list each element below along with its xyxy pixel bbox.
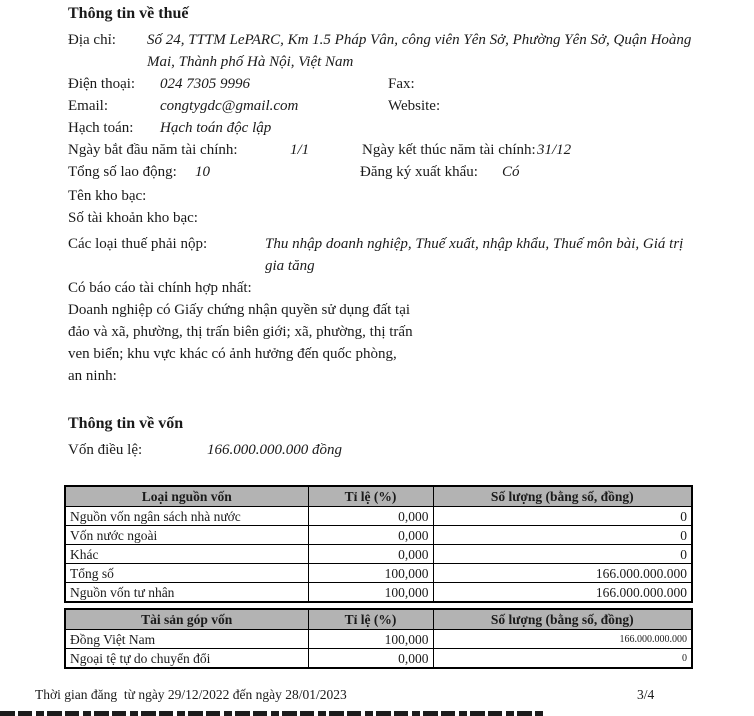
charter-capital-row <box>68 439 754 461</box>
accounting-label: Hạch toán: <box>68 120 134 136</box>
treasury-name-label: Tên kho bạc: <box>68 188 147 204</box>
table-row <box>65 649 692 669</box>
taxes-payable-value: Thu nhập doanh nghiệp, Thuế xuất, nhập khẩu, Thuế môn bài, Giá trị gia tăng <box>265 236 684 274</box>
clipped-next-page-text-strip <box>0 711 543 716</box>
cell-source-amount: 0 <box>433 545 692 564</box>
page-number: 3/4 <box>637 687 655 702</box>
phone-value: 024 7305 9996 <box>160 76 250 92</box>
fiscal-year-end-label: Ngày kết thúc năm tài chính: <box>362 142 536 158</box>
cell-source-label: Nguồn vốn tư nhân <box>65 583 308 603</box>
taxes-payable-row <box>68 233 754 277</box>
table-row <box>65 564 692 583</box>
asset-contribution-table <box>64 608 693 669</box>
accounting-value: Hạch toán độc lập <box>160 120 272 136</box>
publication-period: Thời gian đăng từ ngày 29/12/2022 đến ngày 28/01/2023 <box>35 687 347 702</box>
tax-section-title: Thông tin về thuế <box>68 5 189 22</box>
cell-asset-ratio: 100,000 <box>308 630 433 649</box>
cell-asset-amount: 166.000.000.000 <box>433 630 692 649</box>
accounting-row <box>68 117 754 139</box>
website-label: Website: <box>388 98 441 114</box>
cell-asset-amount: 0 <box>433 649 692 669</box>
taxes-payable-label: Các loại thuế phải nộp: <box>68 236 208 252</box>
export-registered-label: Đăng ký xuất khẩu: <box>360 164 478 180</box>
cell-source-amount: 166.000.000.000 <box>433 564 692 583</box>
cell-source-ratio: 0,000 <box>308 526 433 545</box>
cell-source-label: Tổng số <box>65 564 308 583</box>
fiscal-year-row <box>68 139 754 161</box>
column-header-amount: Số lượng (bằng số, đồng) <box>433 609 692 630</box>
cell-asset-label: Đồng Việt Nam <box>65 630 308 649</box>
cell-source-amount: 0 <box>433 507 692 526</box>
cell-source-amount: 166.000.000.000 <box>433 583 692 603</box>
capital-source-header-row <box>65 486 692 507</box>
cell-source-ratio: 100,000 <box>308 583 433 603</box>
table-row <box>65 583 692 603</box>
fiscal-year-end-value: 31/12 <box>537 142 572 158</box>
cell-asset-ratio: 0,000 <box>308 649 433 669</box>
employees-label: Tổng số lao động: <box>68 164 177 180</box>
treasury-account-row <box>68 207 754 229</box>
table-row <box>65 526 692 545</box>
phone-label: Điện thoại: <box>68 76 136 92</box>
employees-export-row <box>68 161 754 183</box>
email-website-row <box>68 95 754 117</box>
consolidated-report-row <box>68 277 754 299</box>
address-label: Địa chỉ: <box>68 32 116 48</box>
asset-table-header-row <box>65 609 692 630</box>
cell-asset-label: Ngoại tệ tự do chuyển đổi <box>65 649 308 669</box>
cell-source-label: Nguồn vốn ngân sách nhà nước <box>65 507 308 526</box>
address-row <box>68 29 754 73</box>
charter-capital-label: Vốn điều lệ: <box>68 442 143 458</box>
address-value: Số 24, TTTM LePARC, Km 1.5 Pháp Vân, công viên Yên Sở, Phường Yên Sở, Quận Hoàng Mai, Thành phố Hà Nội, Việt Nam <box>147 32 692 70</box>
employees-value: 10 <box>195 164 210 180</box>
capital-section-title: Thông tin về vốn <box>68 415 184 432</box>
export-registered-value: Có <box>502 164 520 180</box>
treasury-account-label: Số tài khoản kho bạc: <box>68 210 198 226</box>
table-row <box>65 545 692 564</box>
fiscal-year-start-label: Ngày bắt đầu năm tài chính: <box>68 142 238 158</box>
table-row <box>65 507 692 526</box>
cell-source-ratio: 0,000 <box>308 507 433 526</box>
column-header-amount: Số lượng (bằng số, đồng) <box>433 486 692 507</box>
column-header-asset-type: Tài sản góp vốn <box>65 609 308 630</box>
charter-capital-value: 166.000.000.000 đồng <box>207 442 342 458</box>
land-certificate-note: Doanh nghiệp có Giấy chứng nhận quyền sử dụng đất tại đảo và xã, phường, thị trấn biên giới; xã, phường, thị trấn ven biển; khu vực khác có ảnh hưởng đến quốc phòng, an ninh: <box>68 302 413 384</box>
treasury-name-row <box>68 185 754 207</box>
column-header-source-type: Loại nguồn vốn <box>65 486 308 507</box>
capital-source-table <box>64 485 693 603</box>
email-label: Email: <box>68 98 108 114</box>
column-header-ratio: Tỉ lệ (%) <box>308 486 433 507</box>
consolidated-report-label: Có báo cáo tài chính hợp nhất: <box>68 280 252 296</box>
cell-source-label: Vốn nước ngoài <box>65 526 308 545</box>
email-value: congtygdc@gmail.com <box>160 98 299 114</box>
fax-label: Fax: <box>388 76 415 92</box>
column-header-ratio: Tỉ lệ (%) <box>308 609 433 630</box>
cell-source-amount: 0 <box>433 526 692 545</box>
table-row <box>65 630 692 649</box>
cell-source-label: Khác <box>65 545 308 564</box>
fiscal-year-start-value: 1/1 <box>290 142 310 158</box>
phone-fax-row <box>68 73 754 95</box>
cell-source-ratio: 100,000 <box>308 564 433 583</box>
cell-source-ratio: 0,000 <box>308 545 433 564</box>
